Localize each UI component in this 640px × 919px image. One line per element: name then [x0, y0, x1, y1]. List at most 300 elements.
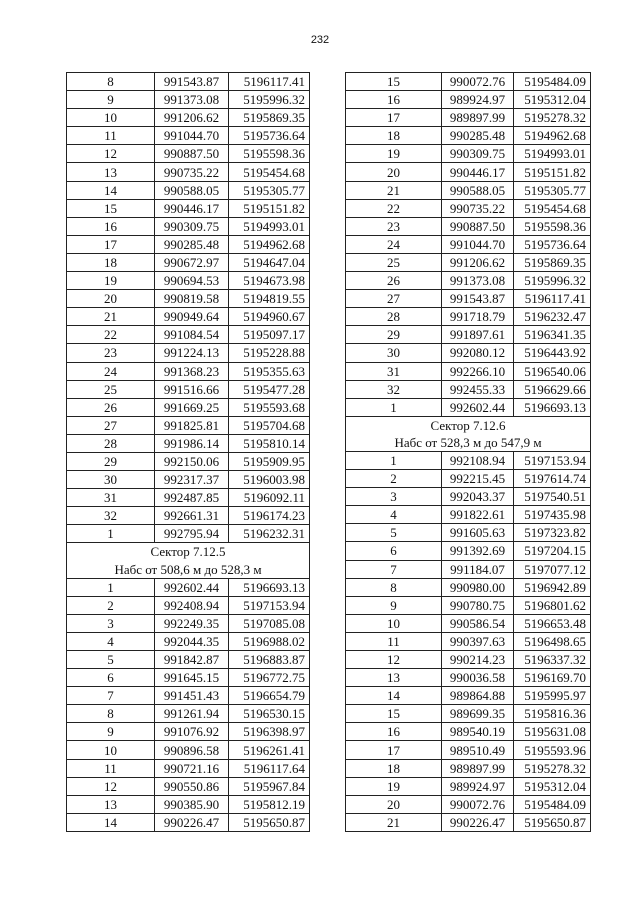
y-coordinate-cell: 5196443.92: [514, 344, 591, 362]
point-number-cell: 25: [346, 253, 442, 271]
point-number-cell: 13: [67, 163, 155, 181]
point-number-cell: 9: [67, 723, 155, 741]
table-row: [346, 506, 591, 524]
x-coordinate-cell: 990309.75: [155, 217, 229, 235]
table-row: [67, 777, 310, 795]
x-coordinate-cell: 992150.06: [155, 452, 229, 470]
x-coordinate-cell: 991368.23: [155, 362, 229, 380]
x-coordinate-cell: 991842.87: [155, 651, 229, 669]
point-number-cell: 21: [346, 813, 442, 831]
sector-subtitle-row: [346, 434, 591, 452]
x-coordinate-cell: 990385.90: [155, 795, 229, 813]
y-coordinate-cell: 5195598.36: [229, 145, 310, 163]
table-row: [67, 813, 310, 831]
table-row: [67, 91, 310, 109]
y-coordinate-cell: 5195278.32: [514, 109, 591, 127]
y-coordinate-cell: 5195477.28: [229, 380, 310, 398]
sector-title: Сектор 7.12.5: [67, 543, 310, 561]
y-coordinate-cell: 5194993.01: [514, 145, 591, 163]
x-coordinate-cell: 990949.64: [155, 308, 229, 326]
x-coordinate-cell: 991044.70: [155, 127, 229, 145]
table-row: [346, 596, 591, 614]
table-row: [346, 362, 591, 380]
table-row: [346, 777, 591, 795]
x-coordinate-cell: 991451.43: [155, 687, 229, 705]
x-coordinate-cell: 991718.79: [442, 308, 514, 326]
point-number-cell: 12: [346, 651, 442, 669]
point-number-cell: 10: [346, 614, 442, 632]
point-number-cell: 3: [67, 614, 155, 632]
table-row: [346, 632, 591, 650]
y-coordinate-cell: 5195909.95: [229, 452, 310, 470]
table-row: [346, 199, 591, 217]
table-row: [346, 344, 591, 362]
point-number-cell: 20: [67, 290, 155, 308]
x-coordinate-cell: 990036.58: [442, 669, 514, 687]
x-coordinate-cell: 989897.99: [442, 109, 514, 127]
point-number-cell: 23: [346, 217, 442, 235]
x-coordinate-cell: 990672.97: [155, 253, 229, 271]
y-coordinate-cell: 5194993.01: [229, 217, 310, 235]
point-number-cell: 18: [346, 127, 442, 145]
table-row: [346, 145, 591, 163]
x-coordinate-cell: 991986.14: [155, 434, 229, 452]
point-number-cell: 18: [346, 759, 442, 777]
point-number-cell: 15: [346, 705, 442, 723]
sector-header-row: [346, 416, 591, 434]
y-coordinate-cell: 5197435.98: [514, 506, 591, 524]
y-coordinate-cell: 5196772.75: [229, 669, 310, 687]
x-coordinate-cell: 990694.53: [155, 272, 229, 290]
point-number-cell: 26: [67, 398, 155, 416]
y-coordinate-cell: 5195355.63: [229, 362, 310, 380]
x-coordinate-cell: 992795.94: [155, 525, 229, 543]
table-row: [67, 578, 310, 596]
point-number-cell: 22: [67, 326, 155, 344]
table-row: [346, 759, 591, 777]
point-number-cell: 20: [346, 163, 442, 181]
y-coordinate-cell: 5195454.68: [229, 163, 310, 181]
table-row: [346, 795, 591, 813]
x-coordinate-cell: 991645.15: [155, 669, 229, 687]
y-coordinate-cell: 5195812.19: [229, 795, 310, 813]
x-coordinate-cell: 990214.23: [442, 651, 514, 669]
x-coordinate-cell: 989699.35: [442, 705, 514, 723]
x-coordinate-cell: 990819.58: [155, 290, 229, 308]
x-coordinate-cell: 991206.62: [155, 109, 229, 127]
y-coordinate-cell: 5195996.32: [514, 272, 591, 290]
table-row: [346, 398, 591, 416]
y-coordinate-cell: 5195736.64: [229, 127, 310, 145]
y-coordinate-cell: 5197085.08: [229, 614, 310, 632]
table-row: [346, 542, 591, 560]
point-number-cell: 1: [67, 578, 155, 596]
point-number-cell: 16: [346, 91, 442, 109]
table-row: [67, 362, 310, 380]
point-number-cell: 15: [67, 199, 155, 217]
x-coordinate-cell: 990735.22: [155, 163, 229, 181]
table-row: [346, 705, 591, 723]
table-row: [346, 723, 591, 741]
point-number-cell: 21: [346, 181, 442, 199]
table-row: [67, 344, 310, 362]
table-row: [67, 507, 310, 525]
table-row: [67, 163, 310, 181]
x-coordinate-cell: 990887.50: [155, 145, 229, 163]
point-number-cell: 17: [346, 109, 442, 127]
table-row: [67, 290, 310, 308]
y-coordinate-cell: 5197204.15: [514, 542, 591, 560]
point-number-cell: 3: [346, 488, 442, 506]
x-coordinate-cell: 991044.70: [442, 235, 514, 253]
point-number-cell: 13: [67, 795, 155, 813]
point-number-cell: 8: [67, 73, 155, 91]
table-row: [67, 380, 310, 398]
point-number-cell: 30: [67, 471, 155, 489]
point-number-cell: 29: [346, 326, 442, 344]
table-row: [67, 434, 310, 452]
table-row: [67, 596, 310, 614]
table-row: [346, 651, 591, 669]
y-coordinate-cell: 5195810.14: [229, 434, 310, 452]
y-coordinate-cell: 5195484.09: [514, 795, 591, 813]
table-row: [346, 578, 591, 596]
x-coordinate-cell: 991543.87: [442, 290, 514, 308]
table-row: [346, 560, 591, 578]
point-number-cell: 11: [67, 759, 155, 777]
y-coordinate-cell: 5196801.62: [514, 596, 591, 614]
y-coordinate-cell: 5195631.08: [514, 723, 591, 741]
x-coordinate-cell: 991076.92: [155, 723, 229, 741]
y-coordinate-cell: 5195996.32: [229, 91, 310, 109]
sector-subtitle-row: [67, 561, 310, 579]
x-coordinate-cell: 990588.05: [442, 181, 514, 199]
y-coordinate-cell: 5195736.64: [514, 235, 591, 253]
x-coordinate-cell: 991084.54: [155, 326, 229, 344]
y-coordinate-cell: 5196341.35: [514, 326, 591, 344]
point-number-cell: 14: [67, 813, 155, 831]
y-coordinate-cell: 5195869.35: [514, 253, 591, 271]
y-coordinate-cell: 5195305.77: [229, 181, 310, 199]
table-row: [346, 488, 591, 506]
x-coordinate-cell: 991543.87: [155, 73, 229, 91]
point-number-cell: 20: [346, 795, 442, 813]
y-coordinate-cell: 5195484.09: [514, 73, 591, 91]
point-number-cell: 31: [346, 362, 442, 380]
table-row: [346, 308, 591, 326]
y-coordinate-cell: 5195593.96: [514, 741, 591, 759]
table-row: [346, 290, 591, 308]
x-coordinate-cell: 992602.44: [442, 398, 514, 416]
y-coordinate-cell: 5196693.13: [229, 578, 310, 596]
x-coordinate-cell: 992266.10: [442, 362, 514, 380]
table-row: [67, 614, 310, 632]
table-row: [67, 272, 310, 290]
x-coordinate-cell: 990735.22: [442, 199, 514, 217]
point-number-cell: 15: [346, 73, 442, 91]
table-row: [67, 217, 310, 235]
point-number-cell: 16: [67, 217, 155, 235]
x-coordinate-cell: 990896.58: [155, 741, 229, 759]
x-coordinate-cell: 990721.16: [155, 759, 229, 777]
x-coordinate-cell: 989510.49: [442, 741, 514, 759]
y-coordinate-cell: 5196498.65: [514, 632, 591, 650]
point-number-cell: 5: [346, 524, 442, 542]
point-number-cell: 21: [67, 308, 155, 326]
y-coordinate-cell: 5196942.89: [514, 578, 591, 596]
point-number-cell: 29: [67, 452, 155, 470]
point-number-cell: 7: [67, 687, 155, 705]
table-row: [67, 687, 310, 705]
point-number-cell: 12: [67, 145, 155, 163]
table-row: [67, 253, 310, 271]
x-coordinate-cell: 990446.17: [442, 163, 514, 181]
y-coordinate-cell: 5196003.98: [229, 471, 310, 489]
y-coordinate-cell: 5196117.64: [229, 759, 310, 777]
x-coordinate-cell: 992487.85: [155, 489, 229, 507]
x-coordinate-cell: 992408.94: [155, 596, 229, 614]
table-row: [346, 741, 591, 759]
y-coordinate-cell: 5194962.68: [514, 127, 591, 145]
point-number-cell: 19: [67, 272, 155, 290]
point-number-cell: 25: [67, 380, 155, 398]
x-coordinate-cell: 992317.37: [155, 471, 229, 489]
x-coordinate-cell: 989924.97: [442, 777, 514, 795]
x-coordinate-cell: 991825.81: [155, 416, 229, 434]
y-coordinate-cell: 5196092.11: [229, 489, 310, 507]
point-number-cell: 11: [346, 632, 442, 650]
x-coordinate-cell: 989864.88: [442, 687, 514, 705]
y-coordinate-cell: 5196883.87: [229, 651, 310, 669]
x-coordinate-cell: 990550.86: [155, 777, 229, 795]
table-row: [67, 795, 310, 813]
table-row: [67, 416, 310, 434]
y-coordinate-cell: 5197614.74: [514, 470, 591, 488]
point-number-cell: 6: [346, 542, 442, 560]
sector-title: Сектор 7.12.6: [346, 416, 591, 434]
table-row: [67, 705, 310, 723]
point-number-cell: 24: [346, 235, 442, 253]
point-number-cell: 22: [346, 199, 442, 217]
y-coordinate-cell: 5195593.68: [229, 398, 310, 416]
table-row: [67, 525, 310, 543]
page-number: 232: [310, 34, 330, 46]
x-coordinate-cell: 991261.94: [155, 705, 229, 723]
point-number-cell: 12: [67, 777, 155, 795]
y-coordinate-cell: 5196232.31: [229, 525, 310, 543]
table-row: [346, 109, 591, 127]
point-number-cell: 5: [67, 651, 155, 669]
x-coordinate-cell: 990980.00: [442, 578, 514, 596]
x-coordinate-cell: 992044.35: [155, 632, 229, 650]
y-coordinate-cell: 5194647.04: [229, 253, 310, 271]
table-row: [346, 380, 591, 398]
table-row: [346, 253, 591, 271]
point-number-cell: 7: [346, 560, 442, 578]
y-coordinate-cell: 5196540.06: [514, 362, 591, 380]
table-row: [346, 127, 591, 145]
x-coordinate-cell: 991184.07: [442, 560, 514, 578]
point-number-cell: 2: [67, 596, 155, 614]
y-coordinate-cell: 5196530.15: [229, 705, 310, 723]
y-coordinate-cell: 5196653.48: [514, 614, 591, 632]
y-coordinate-cell: 5196117.41: [229, 73, 310, 91]
x-coordinate-cell: 990072.76: [442, 795, 514, 813]
table-row: [346, 470, 591, 488]
y-coordinate-cell: 5195704.68: [229, 416, 310, 434]
point-number-cell: 10: [67, 109, 155, 127]
table-row: [67, 235, 310, 253]
table-row: [67, 308, 310, 326]
x-coordinate-cell: 992455.33: [442, 380, 514, 398]
sector-subtitle: Набс от 508,6 м до 528,3 м: [67, 561, 310, 579]
x-coordinate-cell: 991373.08: [155, 91, 229, 109]
table-row: [346, 524, 591, 542]
point-number-cell: 17: [346, 741, 442, 759]
y-coordinate-cell: 5195650.87: [229, 813, 310, 831]
point-number-cell: 14: [346, 687, 442, 705]
point-number-cell: 9: [346, 596, 442, 614]
x-coordinate-cell: 990446.17: [155, 199, 229, 217]
point-number-cell: 9: [67, 91, 155, 109]
x-coordinate-cell: 991206.62: [442, 253, 514, 271]
y-coordinate-cell: 5195967.84: [229, 777, 310, 795]
x-coordinate-cell: 991605.63: [442, 524, 514, 542]
point-number-cell: 31: [67, 489, 155, 507]
y-coordinate-cell: 5197540.51: [514, 488, 591, 506]
y-coordinate-cell: 5194960.67: [229, 308, 310, 326]
y-coordinate-cell: 5195312.04: [514, 91, 591, 109]
point-number-cell: 27: [346, 290, 442, 308]
x-coordinate-cell: 990072.76: [442, 73, 514, 91]
table-row: [346, 451, 591, 469]
y-coordinate-cell: 5196654.79: [229, 687, 310, 705]
y-coordinate-cell: 5196988.02: [229, 632, 310, 650]
y-coordinate-cell: 5195598.36: [514, 217, 591, 235]
y-coordinate-cell: 5194673.98: [229, 272, 310, 290]
y-coordinate-cell: 5194819.55: [229, 290, 310, 308]
x-coordinate-cell: 990226.47: [442, 813, 514, 831]
y-coordinate-cell: 5195305.77: [514, 181, 591, 199]
table-row: [67, 398, 310, 416]
x-coordinate-cell: 990588.05: [155, 181, 229, 199]
x-coordinate-cell: 992108.94: [442, 451, 514, 469]
x-coordinate-cell: 992661.31: [155, 507, 229, 525]
y-coordinate-cell: 5196629.66: [514, 380, 591, 398]
point-number-cell: 1: [346, 451, 442, 469]
x-coordinate-cell: 991373.08: [442, 272, 514, 290]
table-row: [67, 651, 310, 669]
x-coordinate-cell: 989897.99: [442, 759, 514, 777]
point-number-cell: 32: [67, 507, 155, 525]
point-number-cell: 4: [346, 506, 442, 524]
y-coordinate-cell: 5196261.41: [229, 741, 310, 759]
point-number-cell: 11: [67, 127, 155, 145]
y-coordinate-cell: 5195312.04: [514, 777, 591, 795]
table-row: [67, 632, 310, 650]
y-coordinate-cell: 5194962.68: [229, 235, 310, 253]
point-number-cell: 13: [346, 669, 442, 687]
x-coordinate-cell: 991516.66: [155, 380, 229, 398]
point-number-cell: 19: [346, 145, 442, 163]
y-coordinate-cell: 5196693.13: [514, 398, 591, 416]
y-coordinate-cell: 5196174.23: [229, 507, 310, 525]
x-coordinate-cell: 992043.37: [442, 488, 514, 506]
x-coordinate-cell: 991392.69: [442, 542, 514, 560]
sector-subtitle: Набс от 528,3 м до 547,9 м: [346, 434, 591, 452]
table-row: [346, 235, 591, 253]
table-row: [67, 669, 310, 687]
point-number-cell: 14: [67, 181, 155, 199]
point-number-cell: 24: [67, 362, 155, 380]
point-number-cell: 19: [346, 777, 442, 795]
x-coordinate-cell: 991822.61: [442, 506, 514, 524]
table-row: [346, 272, 591, 290]
table-row: [346, 669, 591, 687]
table-row: [67, 759, 310, 777]
y-coordinate-cell: 5195228.88: [229, 344, 310, 362]
x-coordinate-cell: 990586.54: [442, 614, 514, 632]
table-row: [67, 471, 310, 489]
coordinates-table-right: [345, 72, 591, 832]
y-coordinate-cell: 5195097.17: [229, 326, 310, 344]
x-coordinate-cell: 990285.48: [155, 235, 229, 253]
point-number-cell: 27: [67, 416, 155, 434]
y-coordinate-cell: 5197153.94: [229, 596, 310, 614]
table-row: [346, 163, 591, 181]
y-coordinate-cell: 5196337.32: [514, 651, 591, 669]
y-coordinate-cell: 5195454.68: [514, 199, 591, 217]
y-coordinate-cell: 5195869.35: [229, 109, 310, 127]
point-number-cell: 2: [346, 470, 442, 488]
point-number-cell: 23: [67, 344, 155, 362]
table-row: [346, 614, 591, 632]
table-row: [67, 452, 310, 470]
table-row: [67, 489, 310, 507]
table-row: [67, 73, 310, 91]
point-number-cell: 6: [67, 669, 155, 687]
y-coordinate-cell: 5196398.97: [229, 723, 310, 741]
x-coordinate-cell: 989540.19: [442, 723, 514, 741]
coordinates-table-left: [66, 72, 310, 832]
y-coordinate-cell: 5197077.12: [514, 560, 591, 578]
x-coordinate-cell: 990226.47: [155, 813, 229, 831]
table-row: [346, 91, 591, 109]
point-number-cell: 1: [67, 525, 155, 543]
y-coordinate-cell: 5197153.94: [514, 451, 591, 469]
table-row: [346, 181, 591, 199]
table-row: [346, 326, 591, 344]
x-coordinate-cell: 990309.75: [442, 145, 514, 163]
x-coordinate-cell: 990397.63: [442, 632, 514, 650]
x-coordinate-cell: 989924.97: [442, 91, 514, 109]
y-coordinate-cell: 5195995.97: [514, 687, 591, 705]
point-number-cell: 4: [67, 632, 155, 650]
y-coordinate-cell: 5195278.32: [514, 759, 591, 777]
y-coordinate-cell: 5195816.36: [514, 705, 591, 723]
point-number-cell: 18: [67, 253, 155, 271]
table-row: [67, 109, 310, 127]
table-row: [67, 127, 310, 145]
x-coordinate-cell: 992080.12: [442, 344, 514, 362]
x-coordinate-cell: 990285.48: [442, 127, 514, 145]
x-coordinate-cell: 992215.45: [442, 470, 514, 488]
x-coordinate-cell: 992602.44: [155, 578, 229, 596]
point-number-cell: 1: [346, 398, 442, 416]
point-number-cell: 16: [346, 723, 442, 741]
table-row: [67, 326, 310, 344]
point-number-cell: 28: [67, 434, 155, 452]
